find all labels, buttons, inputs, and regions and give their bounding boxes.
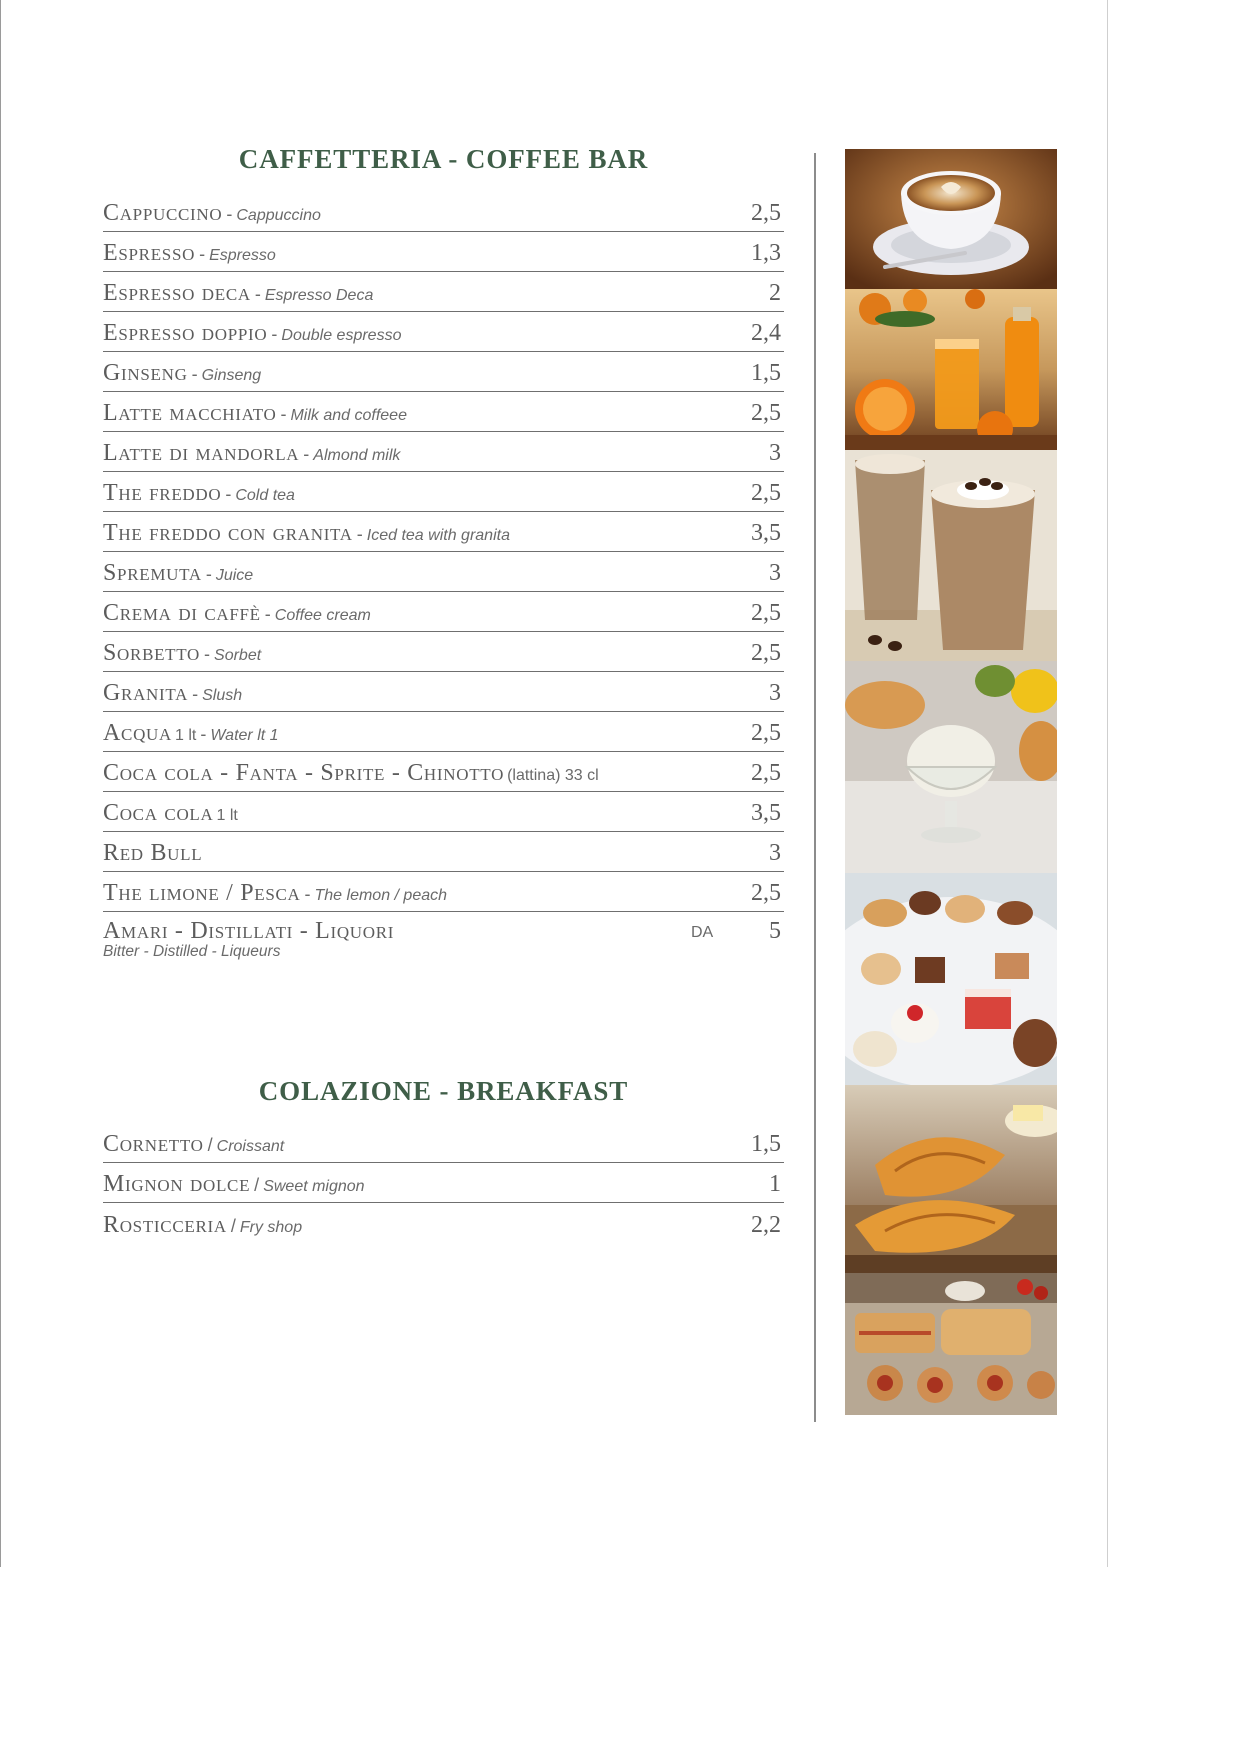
item-price: 2	[769, 280, 781, 306]
item-translation: Double espresso	[281, 327, 402, 344]
menu-item: Spremuta - Juice 3	[103, 552, 784, 592]
menu-item: Crema di caffè - Coffee cream 2,5	[103, 592, 784, 632]
item-name: Espresso doppio	[103, 320, 268, 346]
menu-item: Espresso deca - Espresso Deca 2	[103, 272, 784, 312]
item-name: Amari - Distillati - Liquori	[103, 918, 395, 944]
menu-item: Espresso doppio - Double espresso 2,4	[103, 312, 784, 352]
item-translation: Cappuccino	[236, 207, 321, 224]
item-price: 1,5	[751, 360, 781, 386]
item-separator: /	[207, 1135, 213, 1155]
menu-item	[103, 752, 784, 792]
item-name: Latte di mandorla	[103, 440, 300, 466]
section-title-breakfast: COLAZIONE - BREAKFAST	[258, 1076, 629, 1106]
item-name: Coca cola	[103, 800, 214, 826]
item-price: 3	[769, 680, 781, 706]
item-name: Coca cola - Fanta - Sprite - Chinotto	[103, 760, 505, 786]
item-name: Cornetto	[103, 1131, 204, 1157]
item-separator: /	[254, 1175, 260, 1195]
item-price: 3,5	[751, 520, 781, 546]
item-name: The freddo con granita	[103, 520, 353, 546]
menu-item: Ginseng - Ginseng 1,5	[103, 352, 784, 392]
item-price: 2,5	[751, 640, 781, 666]
item-separator: /	[230, 1216, 236, 1236]
menu-item: Acqua 1 lt - Water lt 1 2,5	[103, 712, 784, 752]
photo-strip	[845, 149, 1057, 1415]
item-price: 2,5	[751, 760, 781, 786]
breakfast-list	[103, 1123, 784, 1243]
item-price: 2,2	[751, 1212, 781, 1238]
item-price: 2,5	[751, 200, 781, 226]
menu-item: Sorbetto - Sorbet 2,5	[103, 632, 784, 672]
item-name: Spremuta	[103, 560, 202, 586]
item-price: 2,5	[751, 720, 781, 746]
item-translation: Slush	[202, 687, 243, 704]
item-price: 3	[769, 440, 781, 466]
item-name: Espresso deca	[103, 280, 251, 306]
item-unit: 1 lt	[216, 807, 238, 824]
menu-item: Latte di mandorla - Almond milk 3	[103, 432, 784, 472]
menu-item	[103, 1163, 784, 1203]
item-price: 2,5	[751, 600, 781, 626]
item-name: Red Bull	[103, 840, 203, 866]
fry-shop-pastries-photo	[845, 1273, 1057, 1415]
item-name: The limone / Pesca	[103, 880, 301, 906]
section-title-coffee-bar: CAFFETTERIA - COFFEE BAR	[238, 144, 649, 174]
menu-item: Cappuccino - Cappuccino 2,5	[103, 192, 784, 232]
item-price: 2,5	[751, 880, 781, 906]
croissants-photo	[845, 1085, 1057, 1273]
coffee-cream-glasses-photo	[845, 450, 1057, 661]
item-unit: 1 lt	[175, 727, 197, 744]
item-name: Cappuccino	[103, 200, 223, 226]
item-unit: (lattina) 33 cl	[507, 767, 599, 784]
item-translation: Espresso	[209, 247, 276, 264]
menu-item: Latte macchiato - Milk and coffeee 2,5	[103, 392, 784, 432]
menu-item	[103, 792, 784, 832]
item-name: Ginseng	[103, 360, 188, 386]
item-price: 3	[769, 840, 781, 866]
item-price: 2,5	[751, 400, 781, 426]
item-price: 1,3	[751, 240, 781, 266]
item-name: Rosticceria	[103, 1212, 227, 1238]
item-price: 5	[769, 918, 781, 944]
vertical-divider	[814, 153, 816, 1422]
item-price: 1,5	[751, 1131, 781, 1157]
item-translation: Almond milk	[313, 447, 401, 464]
item-price: 3	[769, 560, 781, 586]
item-name: Mignon dolce	[103, 1171, 251, 1197]
lemon-sorbet-photo	[845, 661, 1057, 873]
item-translation: Coffee cream	[274, 607, 371, 624]
item-name: Granita	[103, 680, 189, 706]
item-name: Latte macchiato	[103, 400, 277, 426]
mignon-pastries-photo	[845, 873, 1057, 1085]
item-translation: Ginseng	[201, 367, 262, 384]
item-translation: Espresso Deca	[264, 287, 374, 304]
item-translation: Water lt 1	[210, 727, 279, 744]
menu-item: The freddo - Cold tea 2,5	[103, 472, 784, 512]
item-translation: Juice	[215, 567, 254, 584]
coffee-bar-list	[103, 192, 784, 968]
cappuccino-cup-photo	[845, 149, 1057, 289]
menu-item	[103, 1123, 784, 1163]
item-translation: The lemon / peach	[314, 887, 448, 904]
menu-item: Espresso - Espresso 1,3	[103, 232, 784, 272]
item-price: 2,5	[751, 480, 781, 506]
item-translation: Fry shop	[239, 1219, 303, 1236]
price-prefix: DA	[691, 924, 714, 941]
item-translation: Cold tea	[235, 487, 295, 504]
item-translation: Croissant	[216, 1138, 285, 1155]
item-price: 2,4	[751, 320, 781, 346]
menu-item	[103, 1203, 784, 1243]
menu-item: Granita - Slush 3	[103, 672, 784, 712]
orange-juice-photo	[845, 289, 1057, 450]
item-translation: Iced tea with granita	[366, 527, 510, 544]
item-name: Sorbetto	[103, 640, 201, 666]
item-name: Acqua	[103, 720, 173, 746]
item-subtitle: Bitter - Distilled - Liqueurs	[103, 943, 281, 960]
item-translation: Sorbet	[214, 647, 262, 664]
menu-item: The limone / Pesca - The lemon / peach 2,5	[103, 872, 784, 912]
menu-item	[103, 832, 784, 872]
item-translation: Milk and coffeee	[290, 407, 407, 424]
item-name: Crema di caffè	[103, 600, 261, 626]
item-translation: Sweet mignon	[263, 1178, 365, 1195]
item-price: 3,5	[751, 800, 781, 826]
item-price: 1	[769, 1171, 781, 1197]
item-name: Espresso	[103, 240, 196, 266]
item-name: The freddo	[103, 480, 222, 506]
menu-item: The freddo con granita - Iced tea with granita 3,5	[103, 512, 784, 552]
menu-item	[103, 912, 784, 968]
